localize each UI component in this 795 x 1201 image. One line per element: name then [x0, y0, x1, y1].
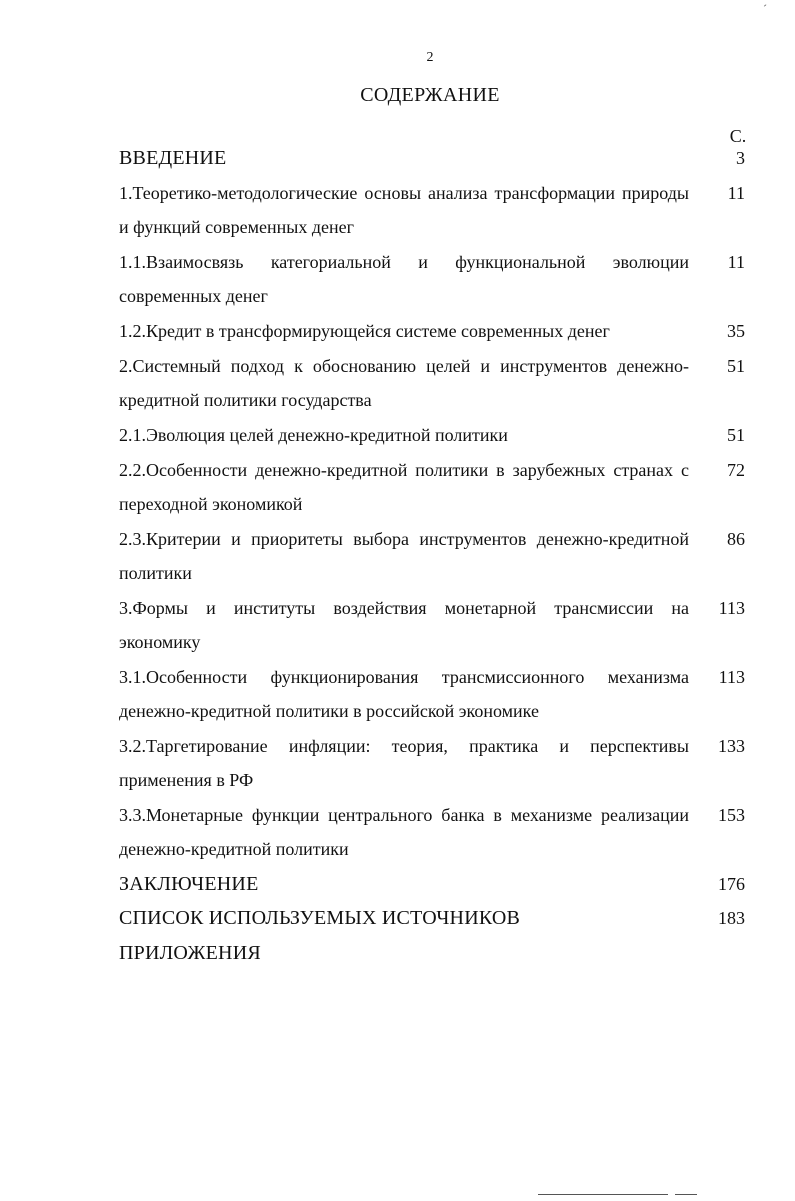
toc-entry-text: 1.2.Кредит в трансформирующейся системе современных денег [119, 321, 610, 341]
toc-entry-page: 51 [727, 356, 745, 376]
toc-entry-text: 2.2.Особенности денежно-кредитной политики в зарубежных странах с переходной экономикой [119, 460, 689, 514]
toc-entry-text: ВВЕДЕНИЕ [119, 147, 227, 169]
toc-entry-text: 3.3.Монетарные функции центрального банка в механизме реализации денежно-кредитной политики [119, 805, 689, 859]
scan-bottom-rule [675, 1194, 697, 1195]
scan-bottom-rule [538, 1194, 668, 1195]
toc-entry-page: 86 [727, 529, 745, 549]
toc-entry-page: 72 [727, 460, 745, 480]
toc-entry-page: 11 [727, 252, 745, 272]
toc-entry-text: 1.1.Взаимосвязь категориальной и функциональной эволюции современных денег [119, 252, 689, 306]
toc-entry-page: 35 [727, 321, 745, 341]
toc-entry-text: 3.2.Таргетирование инфляции: теория, практика и перспективы применения в РФ [119, 736, 689, 790]
toc-title: СОДЕРЖАНИЕ [360, 84, 500, 106]
page-column-label: С. [729, 126, 747, 146]
toc-entry-text: СПИСОК ИСПОЛЬЗУЕМЫХ ИСТОЧНИКОВ [119, 907, 521, 929]
toc-entry-text: 2.3.Критерии и приоритеты выбора инструментов денежно-кредитной политики [119, 529, 689, 583]
toc-entry-page: 153 [718, 805, 745, 825]
toc-entry-text: 2.1.Эволюция целей денежно-кредитной политики [119, 425, 508, 445]
toc-entry-page: 113 [718, 667, 745, 687]
toc-entry-text: 2.Системный подход к обоснованию целей и инструментов денежно-кредитной политики государства [119, 356, 689, 410]
toc-entry-page: 51 [727, 425, 745, 445]
toc-entry-text: 3.1.Особенности функционирования трансмиссионного механизма денежно-кредитной политики в российской экономике [119, 667, 689, 721]
toc-entry-text: 3.Формы и институты воздействия монетарной трансмиссии на экономику [119, 598, 689, 652]
toc-entry-page: 133 [718, 736, 745, 756]
toc-entry-page: 183 [718, 908, 745, 928]
toc-entry-page: 11 [727, 183, 745, 203]
toc-entry-page: 3 [736, 148, 745, 168]
toc-entry-text: ПРИЛОЖЕНИЯ [119, 942, 261, 964]
toc-entry-page: 113 [718, 598, 745, 618]
toc-entry-page: 176 [718, 874, 745, 894]
toc-entry-text: 1.Теоретико-методологические основы анализа трансформации природы и функций современных денег [119, 183, 689, 237]
page-number: 2 [426, 50, 434, 65]
scan-mark: ´ [763, 2, 767, 16]
toc-entry-text: ЗАКЛЮЧЕНИЕ [119, 873, 259, 895]
